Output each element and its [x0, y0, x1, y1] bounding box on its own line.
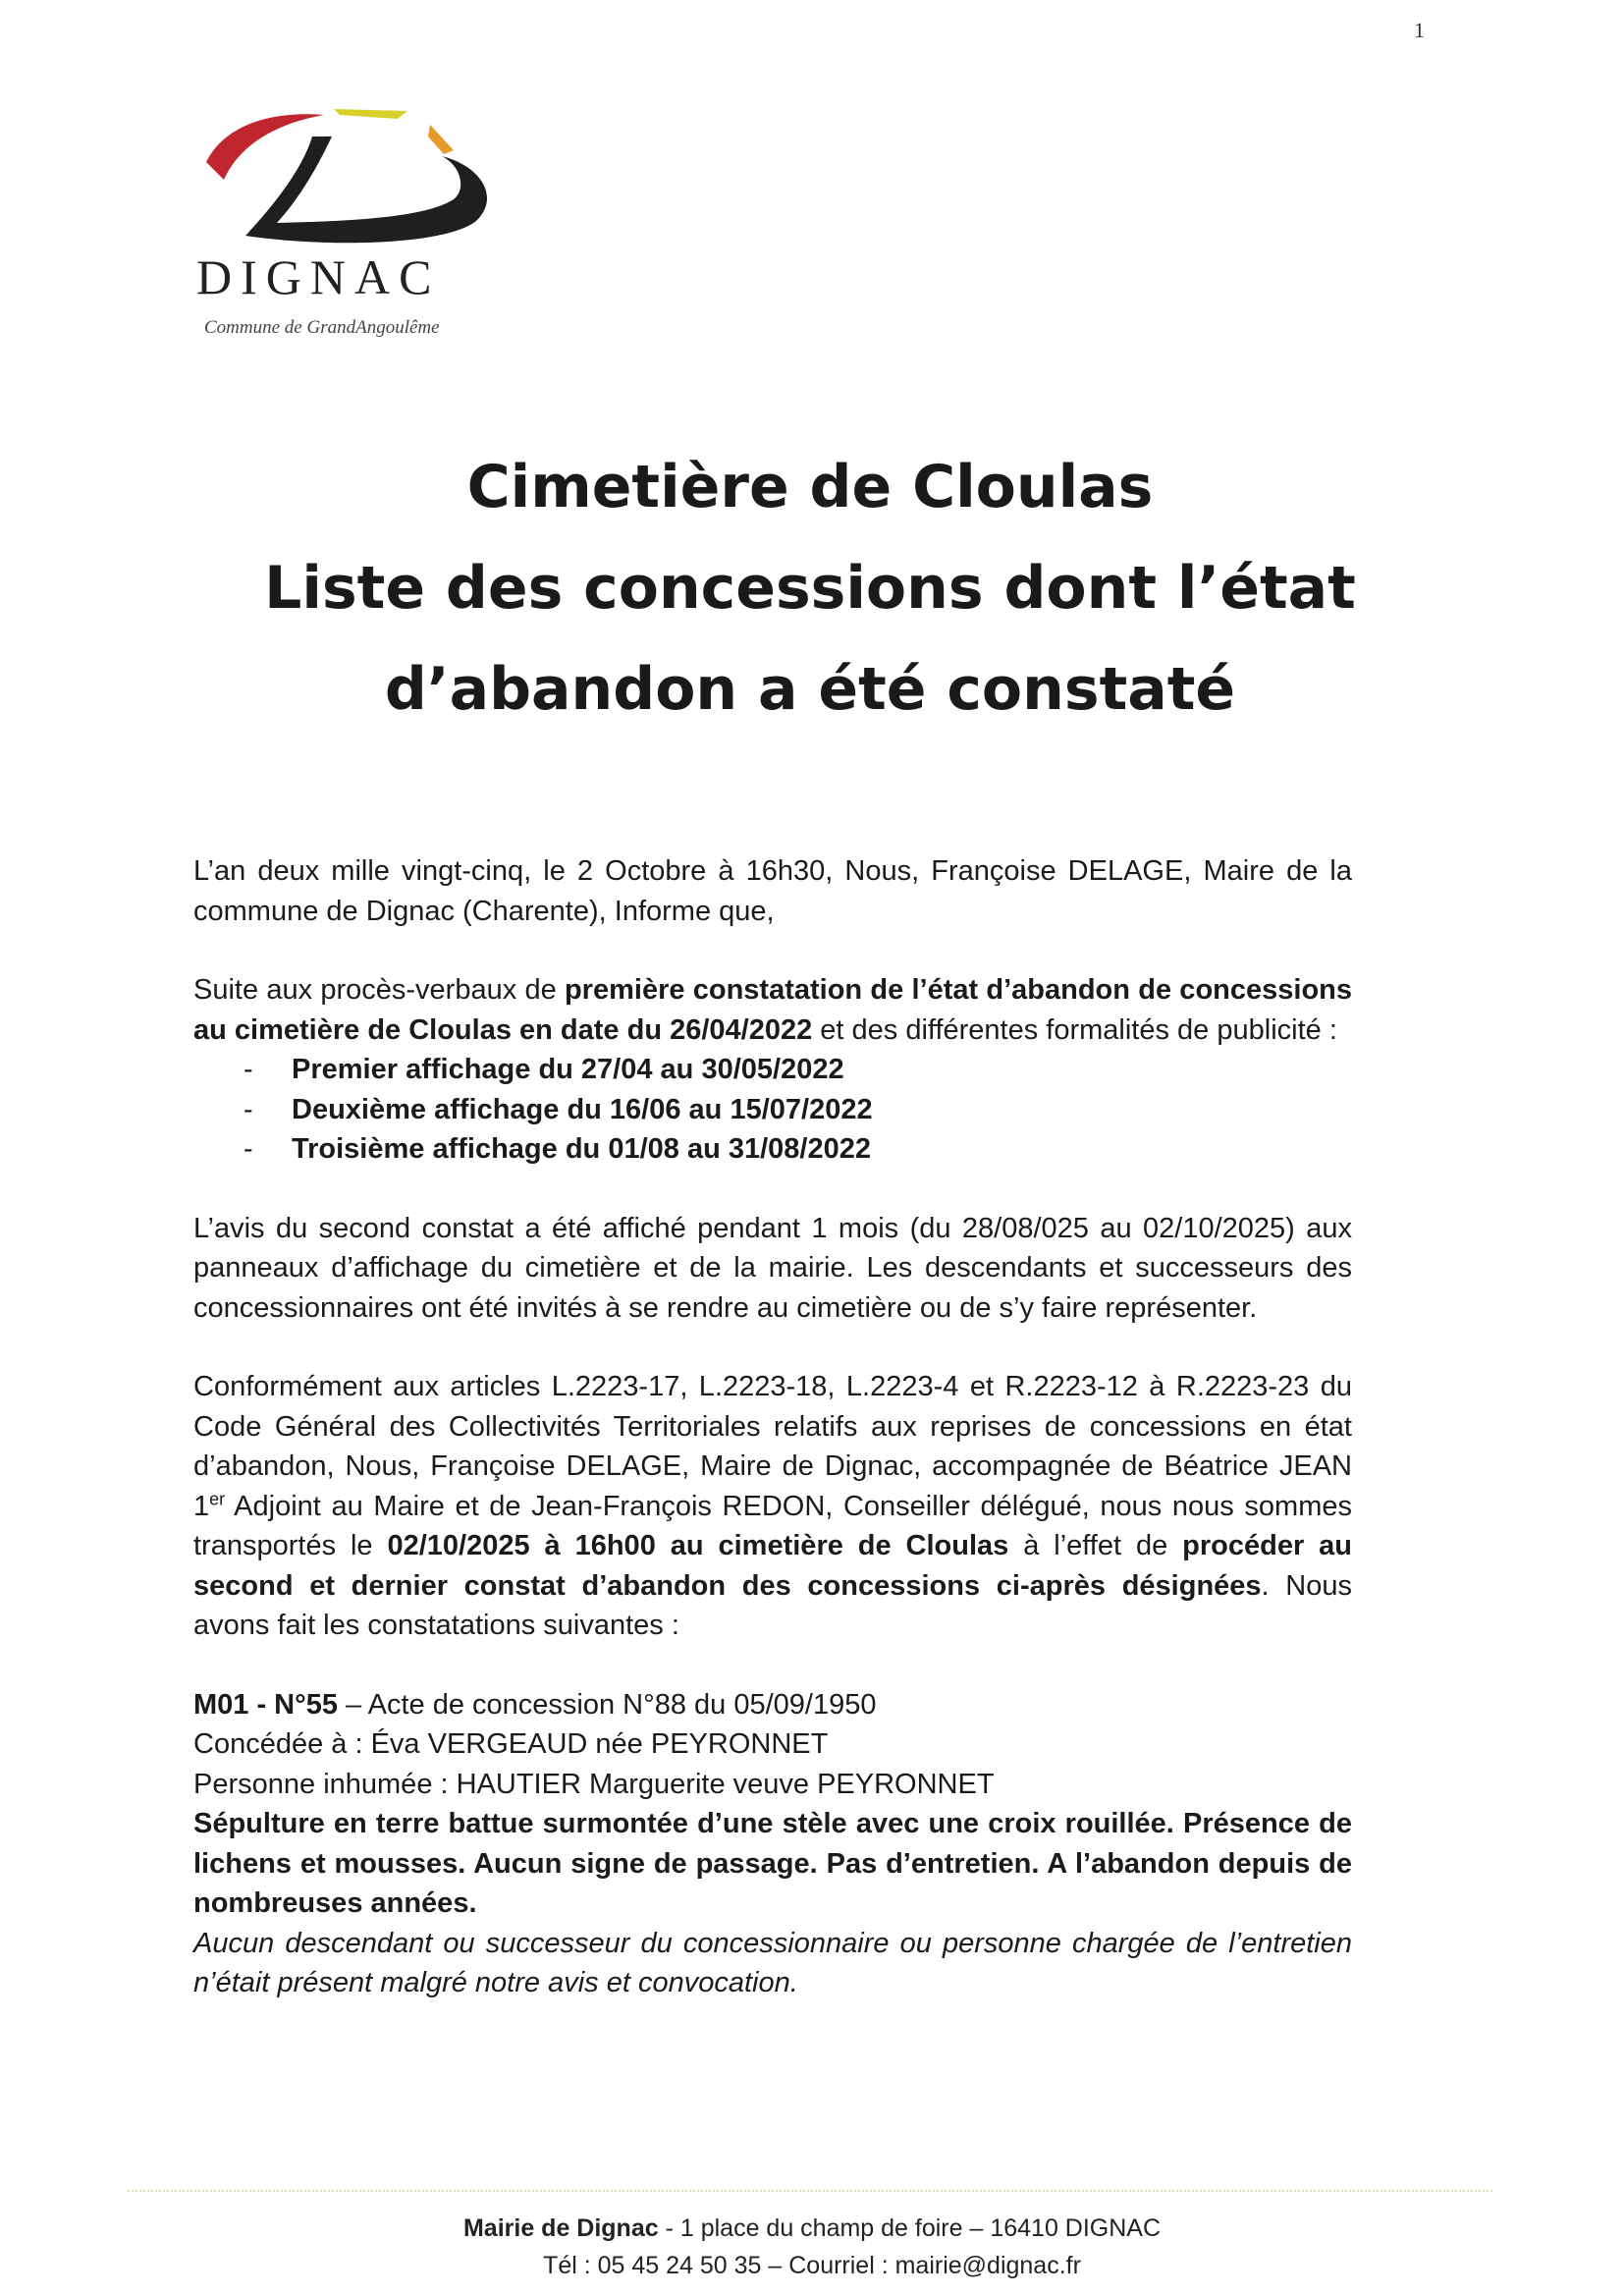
suite-bold: première constatation de l’état d’abandon de concessions au cimetière de Cloulas en date du 26/04/2022: [193, 974, 1352, 1046]
footer: [0, 2210, 1624, 2284]
concession-inhumee: Personne inhumée : HAUTIER Marguerite veuve PEYRONNET: [193, 1768, 995, 1800]
page-title: [118, 437, 1502, 740]
conformement-part-3: à l’effet de: [1008, 1530, 1183, 1561]
page-number: 1: [1414, 18, 1425, 42]
concession-entry: [193, 1685, 1352, 2003]
logo-orange-accent: [428, 125, 454, 154]
suite-suffix: et des différentes formalités de publicité :: [812, 1013, 1337, 1046]
concession-note: Aucun descendant ou successeur du concessionnaire ou personne chargée de l’entretien n’était présent malgré notre avis et convocation.: [193, 1927, 1352, 1998]
footer-address-line: [0, 2210, 1624, 2247]
concession-code: M01 - N°55: [193, 1688, 338, 1721]
concession-acte: – Acte de concession N°88 du 05/09/1950: [337, 1688, 877, 1721]
conformement-part-1: Conformément aux articles L.2223-17, L.2223-18, L.2223-4 et R.2223-12 à R.2223-23 du Code Général des Collectivités Territoriales relatifs aux reprises de concessions en état d’abandon, Nous, Françoise DELAGE, Maire de Dignac, accompagnée de Béatrice JEAN 1: [193, 1371, 1352, 1522]
dignac-emblem-icon: [196, 103, 511, 250]
conformement-part-4: . Nous avons fait les constatations suivantes :: [193, 1569, 1352, 1641]
intro-paragraph: L’an deux mille vingt-cinq, le 2 Octobre à 16h30, Nous, Françoise DELAGE, Maire de la commune de Dignac (Charente), Informe que,: [193, 855, 1352, 927]
concession-etat: Sépulture en terre battue surmontée d’une stèle avec une croix rouillée. Présence de lichens et mousses. Aucun signe de passage. Pas d’entretien. A l’abandon depuis de nombreuses années.: [193, 1808, 1352, 1919]
suite-paragraph: [193, 970, 1352, 1050]
conformement-bold-2: procéder au second et dernier constat d’abandon des concessions ci-après désignées: [193, 1530, 1353, 1602]
list-item: - Premier affichage du 27/04 au 30/05/2022: [193, 1050, 1352, 1090]
logo-name: DIGNAC: [196, 249, 441, 304]
avis-paragraph: L’avis du second constat a été affiché pendant 1 mois (du 28/08/025 au 02/10/2025) aux panneaux d’affichage du cimetière et de la mairie. Les descendants et successeurs des concessionnaires ont été invités à se rendre au cimetière ou de s’y faire représenter.: [193, 1212, 1352, 1324]
list-item: - Deuxième affichage du 16/06 au 15/07/2022: [193, 1090, 1352, 1130]
logo-subtitle: Commune de GrandAngoulême: [204, 317, 440, 338]
footer-mairie-name: Mairie de Dignac: [462, 2214, 659, 2242]
logo-dark-d-shape: [245, 137, 487, 243]
logo-yellow-stroke: [334, 109, 407, 119]
affichage-list: [193, 1050, 1352, 1170]
list-item: - Troisième affichage du 01/08 au 31/08/2022: [193, 1129, 1352, 1170]
concession-concedee: Concédée à : Éva VERGEAUD née PEYRONNET: [193, 1728, 829, 1760]
dignac-logo: [187, 103, 530, 349]
title-line-2: Liste des concessions dont l’état: [264, 554, 1356, 623]
title-line-3: d’abandon a été constaté: [384, 655, 1236, 724]
suite-prefix: Suite aux procès-verbaux de: [193, 974, 565, 1006]
conformement-bold-1: 02/10/2025 à 16h00 au cimetière de Cloulas: [387, 1530, 1009, 1561]
footer-contact: Tél : 05 45 24 50 35 – Courriel : mairie@dignac.fr: [543, 2252, 1081, 2279]
title-line-1: Cimetière de Cloulas: [466, 453, 1154, 521]
conformement-sup: er: [209, 1488, 226, 1508]
footer-divider: [128, 2190, 1492, 2192]
footer-address: - 1 place du champ de foire – 16410 DIGNAC: [658, 2214, 1162, 2242]
document-body: [193, 851, 1352, 2003]
conformement-part-2: Adjoint au Maire et de Jean-François REDON, Conseiller délégué, nous nous sommes transportés le: [193, 1490, 1352, 1561]
conformement-paragraph: [193, 1367, 1352, 1646]
concession-heading: [193, 1685, 1352, 1725]
